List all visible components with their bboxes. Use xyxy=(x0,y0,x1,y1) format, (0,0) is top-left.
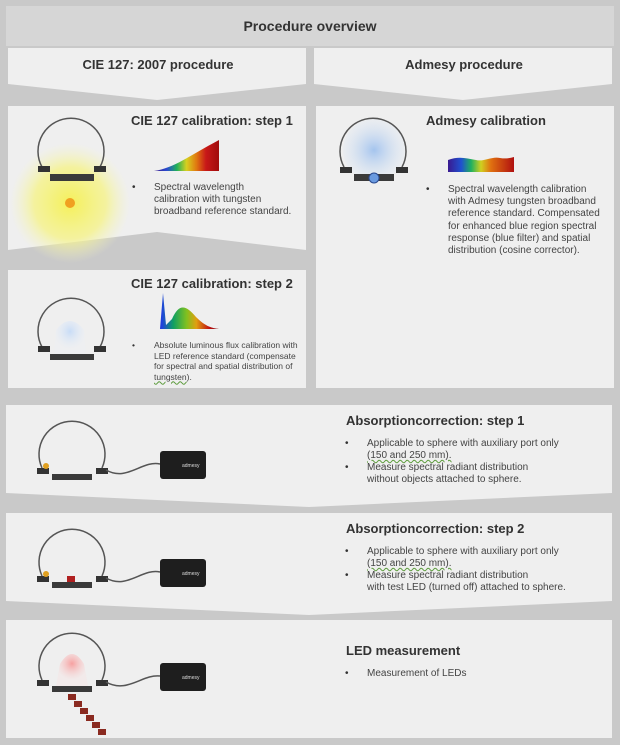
spectrometer-device xyxy=(160,559,208,589)
header-title: Procedure overview xyxy=(243,18,377,34)
right-column-title: Admesy procedure xyxy=(405,57,523,72)
led-measurement-title: LED measurement xyxy=(346,643,461,658)
absorption2-bullets xyxy=(345,546,605,594)
sphere-icon xyxy=(34,112,114,192)
spectrometer-device xyxy=(160,663,208,693)
header-banner xyxy=(6,6,614,46)
sphere-device-icon xyxy=(32,518,252,598)
list-item: • Applicable to sphere with auxiliary port only (150 and 250 mm). xyxy=(345,438,605,462)
lamp-icon xyxy=(64,197,76,209)
left-column-title: CIE 127: 2007 procedure xyxy=(82,57,234,72)
cie-step2-title: CIE 127 calibration: step 2 xyxy=(131,276,293,291)
list-item: • Spectral wavelength calibration with tungsten broadband reference standard. xyxy=(132,182,292,218)
cie-step2-bullets xyxy=(132,340,302,382)
spectrum-flat-graph xyxy=(448,152,514,172)
absorption1-bullets xyxy=(345,438,605,486)
list-item: • Measure spectral radiant distribution with test LED (turned off) attached to sphere. xyxy=(345,570,605,594)
device-logo: admesy xyxy=(182,463,200,469)
list-item: • Spectral wavelength calibration with Admesy tungsten broadband reference standard. Compensated for enhanced blue region spectral response (blue filter) and spatial distribution (cosine corrector). xyxy=(426,184,606,257)
sphere-icon xyxy=(34,292,114,372)
list-item: • Applicable to sphere with auxiliary port only (150 and 250 mm). xyxy=(345,546,605,570)
spectrometer-device xyxy=(160,451,208,481)
device-logo: admesy xyxy=(182,675,200,681)
absorption1-title: Absorptioncorrection: step 1 xyxy=(346,413,525,428)
absorption2-title: Absorptioncorrection: step 2 xyxy=(346,521,525,536)
led-measurement-bullets xyxy=(345,668,605,680)
device-logo: admesy xyxy=(182,571,200,577)
spectrum-red-graph xyxy=(154,138,219,173)
list-item: • Measurement of LEDs xyxy=(345,668,605,680)
sphere-device-icon xyxy=(32,410,252,490)
list-item: • Measure spectral radiant distribution without objects attached to sphere. xyxy=(345,462,605,486)
list-item: • Absolute luminous flux calibration with LED reference standard (compensate for spectral and spatial distribution of tungsten). xyxy=(132,340,302,382)
cie-step1-title: CIE 127 calibration: step 1 xyxy=(131,113,293,128)
sphere-icon xyxy=(336,112,416,194)
cie-step1-bullets xyxy=(132,182,292,218)
admesy-bullets xyxy=(426,184,606,257)
sphere-led-icon xyxy=(32,624,252,740)
admesy-title: Admesy calibration xyxy=(426,113,546,128)
led-spectrum-graph xyxy=(154,291,219,331)
